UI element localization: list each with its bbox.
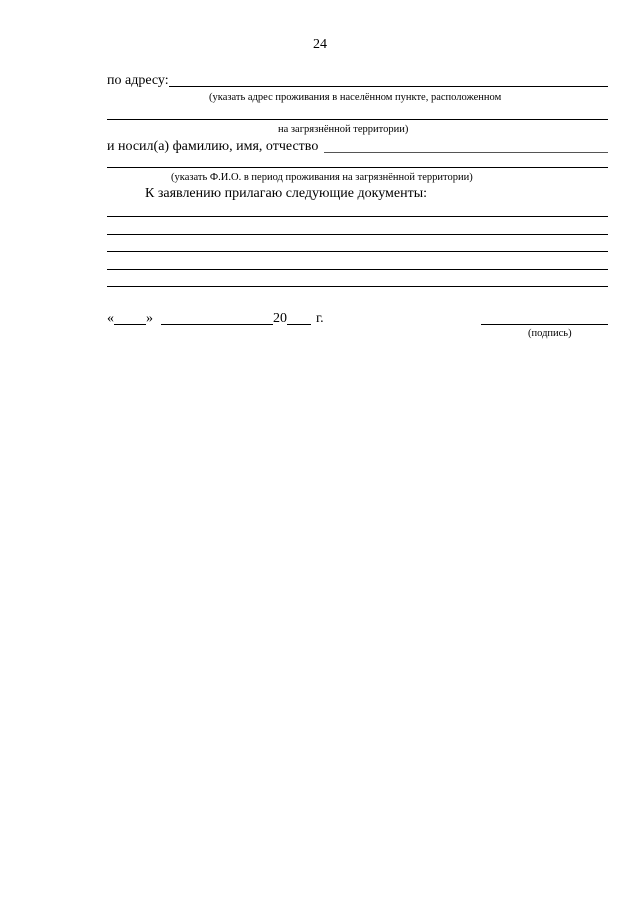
day-field[interactable] — [114, 310, 146, 325]
former-name-field-continuation[interactable] — [107, 167, 608, 168]
former-name-label: и носил(а) фамилию, имя, отчество — [107, 139, 319, 154]
address-field-continuation[interactable] — [107, 119, 608, 120]
attachments-row — [107, 186, 608, 202]
signature-caption: (подпись) — [528, 328, 572, 339]
address-field[interactable] — [169, 85, 608, 87]
date-open-quote: « — [107, 311, 114, 326]
date-row — [107, 310, 324, 327]
attachment-line-5[interactable] — [107, 286, 608, 287]
former-name-field[interactable] — [324, 151, 608, 153]
attachment-line-3[interactable] — [107, 251, 608, 252]
address-label: по адресу: — [107, 73, 169, 88]
address-caption-line1: (указать адрес проживания в населённом пункте, расположенном — [209, 92, 502, 103]
signature-field[interactable] — [481, 324, 608, 325]
year-suffix: г. — [316, 311, 324, 326]
date-close-quote: » — [146, 311, 153, 326]
attachment-line-4[interactable] — [107, 269, 608, 270]
year-field[interactable] — [287, 310, 311, 325]
month-field[interactable] — [161, 310, 273, 325]
address-caption-line2: на загрязнённой территории) — [278, 124, 409, 135]
former-name-row — [107, 139, 608, 155]
attachments-label: К заявлению прилагаю следующие документы: — [145, 186, 428, 201]
attachment-line-1[interactable] — [107, 216, 608, 217]
year-prefix: 20 — [273, 311, 287, 326]
attachment-line-2[interactable] — [107, 234, 608, 235]
address-row — [107, 73, 608, 89]
page-number: 24 — [313, 37, 327, 52]
former-name-caption: (указать Ф.И.О. в период проживания на загрязнённой территории) — [171, 172, 473, 183]
